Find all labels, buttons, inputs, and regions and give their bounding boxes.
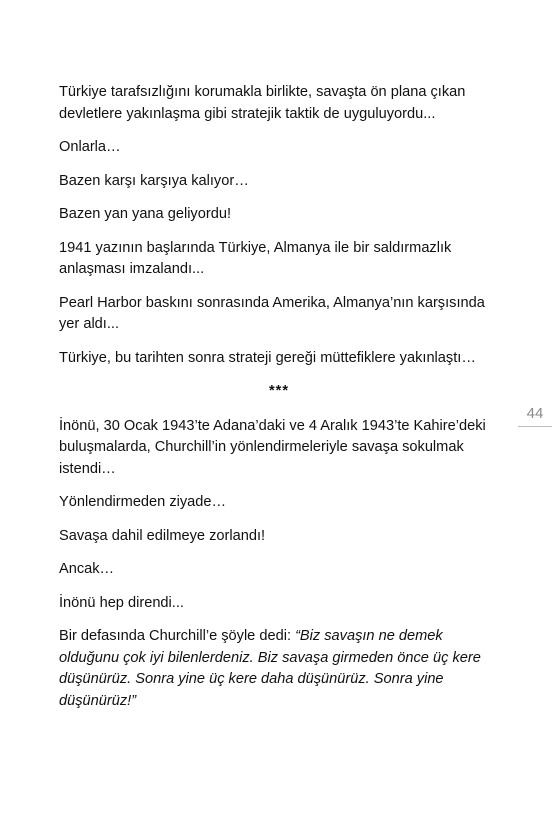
paragraph-4: Bazen yan yana geliyordu! bbox=[59, 206, 231, 222]
section-separator: *** bbox=[268, 383, 290, 399]
paragraph-12: İnönü hep direndi... bbox=[59, 594, 184, 611]
paragraph-13 bbox=[59, 626, 499, 712]
paragraph-11: Ancak… bbox=[59, 561, 115, 577]
page-body-text bbox=[59, 82, 499, 724]
paragraph-10: Savaşa dahil edilmeye zorlandı! bbox=[59, 527, 266, 544]
paragraph-1: Türkiye tarafsızlığını korumakla birlikte, savaşta ön plana çıkan devletlere yakınlaşma gibi stratejik taktik de uyguluyordu... bbox=[59, 84, 466, 122]
churchill-quote: “Biz savaşın ne demek olduğunu çok iyi bilenlerdeniz. Biz savaşa girmeden önce üç kere düşünürüz. Sonra yine üç kere daha düşünürüz. Sonra yine düşünürüz!” bbox=[59, 628, 481, 709]
paragraph-9: Yönlendirmeden ziyade… bbox=[59, 494, 227, 510]
paragraph-6: Pearl Harbor baskını sonrasında Amerika, Almanya’nın karşısında yer aldı... bbox=[59, 294, 485, 332]
quote-intro: Bir defasında Churchill’e şöyle dedi: bbox=[59, 628, 296, 644]
paragraph-5: 1941 yazının başlarında Türkiye, Almanya ile bir saldırmazlık anlaşması imzalandı... bbox=[59, 239, 452, 277]
paragraph-3: Bazen karşı karşıya kalıyor… bbox=[59, 172, 249, 189]
paragraph-2: Onlarla… bbox=[59, 139, 121, 155]
page-number: 44 bbox=[518, 405, 552, 427]
paragraph-7: Türkiye, bu tarihten sonra strateji gereği müttefiklere yakınlaştı… bbox=[59, 349, 476, 366]
paragraph-8: İnönü, 30 Ocak 1943’te Adana’daki ve 4 Aralık 1943’te Kahire’deki buluşmalarda, Churchill’in yönlendirmeleriyle savaşa sokulmak istendi… bbox=[59, 417, 486, 477]
